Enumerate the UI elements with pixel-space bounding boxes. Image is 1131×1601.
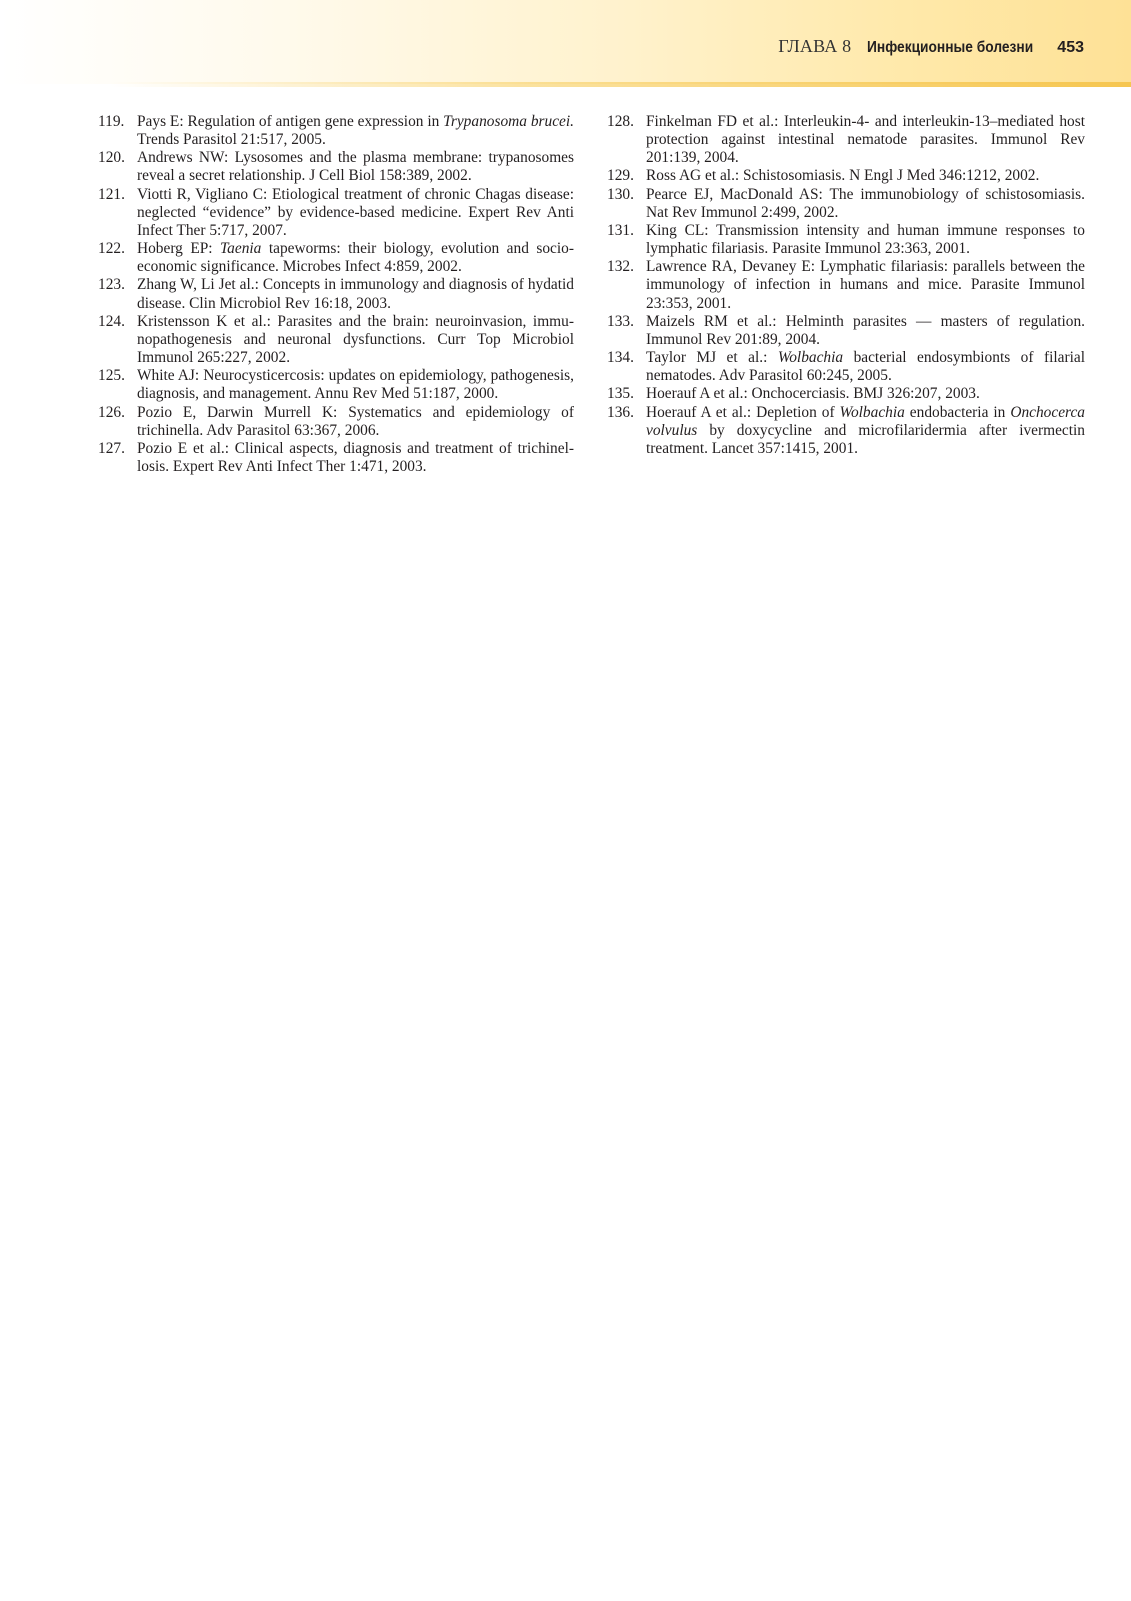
reference-number: 122.: [98, 240, 125, 258]
reference-number: 131.: [607, 221, 634, 239]
reference-number: 125.: [98, 367, 125, 385]
reference-number: 134.: [607, 349, 634, 367]
reference-text: [137, 240, 574, 276]
reference-list-left-column: [98, 113, 574, 476]
reference-text-part: Lawrence RA, Devaney E: Lymphatic filariasis: parallels between the immunology of infection in humans and mice. Parasite Immunol 23:353, 2001.: [646, 258, 1085, 312]
reference-text-part: endobacteria in: [904, 403, 1011, 421]
reference-text: [646, 258, 1085, 312]
reference-number: 130.: [607, 185, 634, 203]
reference-text-part: Taylor MJ et al.:: [646, 349, 778, 367]
reference-number: 120.: [98, 149, 125, 167]
reference-number: 121.: [98, 185, 125, 203]
reference-text-part: Andrews NW: Lysosomes and the plasma membrane: trypanosomes reveal a secret relationship. J Cell Biol 158:389, 2002.: [137, 149, 574, 185]
reference-item: [607, 167, 1085, 185]
reference-text: [137, 149, 574, 185]
reference-item: [607, 222, 1085, 258]
reference-text-part: Zhang W, Li Jet al.: Concepts in immunology and diagnosis of hydatid disease. Clin Microbiol Rev 16:18, 2003.: [137, 276, 574, 312]
reference-text-part: King CL: Transmission intensity and human immune responses to lymphatic filariasis. Parasite Immunol 23:363, 2001.: [646, 221, 1085, 258]
reference-item: [98, 276, 574, 312]
reference-number: 127.: [98, 439, 125, 457]
reference-number: 128.: [607, 113, 634, 130]
reference-text-part: by doxycycline and microfilaridermia after ivermectin treatment. Lancet 357:1415, 2001.: [646, 421, 1085, 457]
italic-term: Taenia: [220, 240, 262, 258]
reference-text-part: Finkelman FD et al.: Interleukin-4- and interleukin-13–mediated host protection against intestinal nematode parasites. Immunol Rev 201:139, 2004.: [646, 113, 1085, 167]
reference-text: [137, 313, 574, 367]
reference-text: [137, 276, 574, 312]
reference-text-part: Viotti R, Vigliano C: Etiological treatment of chronic Chagas disease: neglected “evidence” by evidence-based medicine. Expert Rev Anti Infect Ther 5:717, 2007.: [137, 185, 574, 239]
reference-text: [646, 113, 1085, 167]
reference-text-part: Hoerauf A et al.: Depletion of: [646, 403, 840, 421]
reference-item: [607, 349, 1085, 385]
reference-text-part: Maizels RM et al.: Helminth parasites — masters of regulation. Immunol Rev 201:89, 2004.: [646, 312, 1085, 348]
reference-item: [607, 385, 1085, 403]
reference-item: [607, 258, 1085, 312]
reference-text: [646, 167, 1085, 185]
reference-number: 124.: [98, 312, 125, 330]
reference-text: [646, 313, 1085, 349]
reference-text-part: Pozio E et al.: Clinical aspects, diagnosis and treatment of trichinellosis. Expert Rev Anti Infect Ther 1:471, 2003.: [137, 439, 574, 475]
chapter-title: Инфекционные болезни: [867, 39, 1034, 56]
reference-text-part: Pozio E, Darwin Murrell K: Systematics and epidemiology of trichinella. Adv Parasitol 63:367, 2006.: [137, 403, 574, 439]
italic-term: Wolbachia: [839, 403, 905, 421]
reference-item: [607, 186, 1085, 222]
reference-text-part: tapeworms: their biology, evolution and socioeconomic significance. Microbes Infect 4:859, 2002.: [137, 240, 574, 276]
reference-number: 126.: [98, 403, 125, 421]
reference-item: [98, 113, 574, 149]
chapter-label: ГЛАВА 8: [778, 36, 852, 56]
reference-item: [98, 186, 574, 240]
reference-text: [646, 186, 1085, 222]
reference-item: [98, 240, 574, 276]
reference-text: [646, 404, 1085, 458]
running-head: [778, 36, 1084, 60]
reference-number: 129.: [607, 167, 634, 185]
reference-text-part: Trends Parasitol 21:517, 2005.: [137, 131, 326, 149]
page-number: 453: [1057, 39, 1084, 56]
reference-item: [98, 367, 574, 403]
reference-text-part: Ross AG et al.: Schistosomiasis. N Engl J Med 346:1212, 2002.: [646, 167, 1040, 185]
reference-text: [137, 186, 574, 240]
reference-text: [646, 385, 1085, 403]
reference-number: 132.: [607, 258, 634, 276]
italic-term: Wolbachia: [777, 349, 844, 367]
reference-text: [646, 349, 1085, 385]
reference-number: 136.: [607, 403, 634, 421]
reference-item: [98, 313, 574, 367]
reference-text: [137, 367, 574, 403]
reference-item: [98, 440, 574, 476]
reference-text: [137, 404, 574, 440]
reference-text-part: bacterial endosymbionts of filarial nematodes. Adv Parasitol 60:245, 2005.: [646, 349, 1085, 385]
reference-text: [137, 440, 574, 476]
reference-number: 119.: [98, 113, 125, 130]
reference-item: [607, 113, 1085, 167]
italic-term: Trypanosoma brucei.: [443, 113, 574, 130]
reference-list-right-column: [607, 113, 1085, 458]
reference-text-part: Hoberg EP:: [137, 240, 221, 258]
header-rule: [110, 82, 1131, 87]
reference-number: 135.: [607, 385, 634, 403]
reference-item: [98, 404, 574, 440]
reference-number: 123.: [98, 276, 125, 294]
reference-text-part: Kristensson K et al.: Parasites and the brain: neuroinvasion, immunopathogenesis and neuronal dysfunctions. Curr Top Microbiol Immunol 265:227, 2002.: [137, 312, 574, 367]
reference-text: [646, 222, 1085, 258]
reference-text-part: White AJ: Neurocysticercosis: updates on epidemiology, pathogenesis, diagnosis, and management. Annu Rev Med 51:187, 2000.: [137, 367, 574, 403]
reference-item: [98, 149, 574, 185]
italic-term: Onchocerca volvulus: [646, 403, 1085, 439]
reference-text: [137, 113, 574, 149]
reference-number: 133.: [607, 312, 634, 330]
reference-text-part: Hoerauf A et al.: Onchocerciasis. BMJ 326:207, 2003.: [646, 385, 980, 403]
reference-text-part: Pearce EJ, MacDonald AS: The immunobiology of schistosomiasis. Nat Rev Immunol 2:499, 2002.: [646, 185, 1085, 221]
reference-item: [607, 313, 1085, 349]
reference-text-part: Pays E: Regulation of antigen gene expression in: [137, 113, 444, 130]
reference-item: [607, 404, 1085, 458]
